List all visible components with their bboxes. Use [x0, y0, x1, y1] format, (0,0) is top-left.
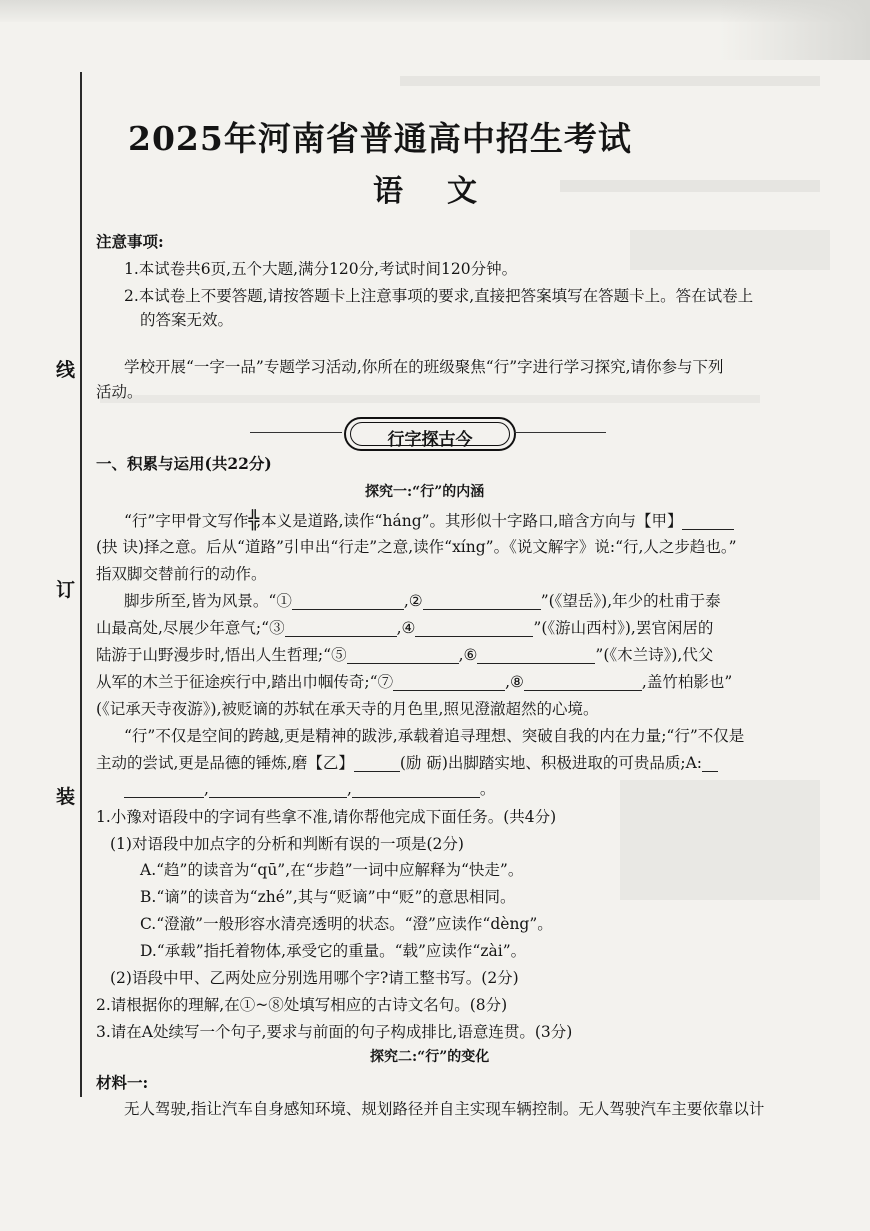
explore-1-heading: 探究一:“行”的内涵: [365, 484, 485, 500]
passage-line: 指双脚交替前行的动作。: [96, 565, 267, 583]
notice-item-1: 1.本试卷共6页,五个大题,满分120分,考试时间120分钟。: [124, 260, 518, 278]
passage-line: 从军的木兰于征途疾行中,踏出巾帼传奇;“⑦ ,⑧ ,盖竹柏影也”: [96, 673, 733, 691]
passage-line: 主动的尝试,更是品德的锤炼,磨【乙】 (励 砺)出脚踏实地、积极进取的可贵品质;A:: [96, 756, 718, 772]
answer-blank-7: [393, 676, 505, 691]
page-corner-shadow: [720, 0, 870, 60]
answer-blank-2: [423, 595, 541, 610]
question-1-1: (1)对语段中加点字的分析和判断有误的一项是(2分): [110, 835, 464, 853]
binding-line: [80, 72, 82, 1097]
bleed-through-text: [630, 230, 830, 270]
answer-blank-3: [285, 622, 397, 637]
option-c: C.“澄澈”一般形容水清亮透明的状态。“澄”应读作“dèng”。: [140, 915, 553, 933]
question-2: 2.请根据你的理解,在①~⑧处填写相应的古诗文名句。(8分): [96, 996, 508, 1014]
answer-blank-8: [524, 676, 642, 691]
explore-2-heading: 探究二:“行”的变化: [370, 1049, 490, 1065]
material-1-text: 无人驾驶,指让汽车自身感知环境、规划路径并自主实现车辆控制。无人驾驶汽车主要依靠以计: [124, 1100, 765, 1118]
question-1-2: (2)语段中甲、乙两处应分别选用哪个字?请工整书写。(2分): [110, 969, 519, 987]
passage-line: 脚步所至,皆为风景。“① ,② ”(《望岳》),年少的杜甫于泰: [124, 592, 721, 610]
answer-blank-a-3: [352, 783, 480, 798]
bleed-through-text: [400, 76, 820, 86]
notice-item-2: 2.本试卷上不要答题,请按答题卡上注意事项的要求,直接把答案填写在答题卡上。答在试卷上: [124, 287, 754, 305]
section-rule-right: [514, 432, 606, 433]
bleed-through-text: [100, 395, 760, 403]
exam-subject: 语文: [373, 174, 521, 209]
question-1: 1.小豫对语段中的字词有些拿不准,请你帮他完成下面任务。(共4分): [96, 808, 557, 826]
passage-line: 山最高处,尽展少年意气;“③ ,④ ”(《游山西村》),罢官闲居的: [96, 619, 714, 637]
answer-blank-a: [702, 757, 718, 772]
answer-blank-yi: [354, 757, 400, 772]
answer-blank-a-2: [209, 783, 347, 798]
oracle-bone-glyph: ╬: [248, 510, 257, 531]
answer-blank-5: [347, 649, 459, 664]
answer-blank-6: [477, 649, 595, 664]
intro-line-2: 活动。: [96, 383, 143, 401]
intro-line-1: 学校开展“一字一品”专题学习活动,你所在的班级聚焦“行”字进行学习探究,请你参与下列: [124, 358, 724, 376]
passage-line: “行”字甲骨文写作╬,本义是道路,读作“háng”。其形似十字路口,暗含方向与【甲】: [124, 512, 734, 530]
section-banner: [344, 417, 516, 451]
passage-line: (抉 诀)择之意。后从“道路”引申出“行走”之意,读作“xíng”。《说文解字》说:“行,人之步趋也。”: [96, 538, 737, 556]
binding-char-ding: 订: [56, 579, 76, 601]
answer-blank-a-1: [124, 783, 204, 798]
passage-line: , , 。: [124, 782, 495, 798]
material-1-label: 材料一:: [96, 1073, 149, 1092]
bleed-through-text: [620, 780, 820, 900]
passage-line: (《记承天寺夜游》),被贬谪的苏轼在承天寺的月色里,照见澄澈超然的心境。: [96, 700, 599, 718]
notice-item-2-cont: 的答案无效。: [140, 311, 234, 329]
notice-heading: 注意事项:: [96, 232, 164, 251]
binding-char-zhuang: 装: [56, 786, 76, 808]
answer-blank-jia: [682, 515, 734, 530]
part-1-heading: 一、积累与运用(共22分): [96, 454, 272, 473]
section-banner-label: 行字探古今: [387, 430, 473, 450]
option-d: D.“承载”指托着物体,承受它的重量。“载”应读作“zài”。: [140, 942, 527, 960]
section-rule-left: [250, 432, 342, 433]
passage-line: 陆游于山野漫步时,悟出人生哲理;“⑤ ,⑥ ”(《木兰诗》),代父: [96, 646, 714, 664]
answer-blank-4: [415, 622, 533, 637]
binding-char-xian: 线: [56, 359, 76, 381]
option-a: A.“趋”的读音为“qū”,在“步趋”一词中应解释为“快走”。: [140, 861, 524, 879]
answer-blank-1: [292, 595, 404, 610]
passage-line: “行”不仅是空间的跨越,更是精神的跋涉,承载着追寻理想、突破自我的内在力量;“行”不仅是: [124, 727, 745, 745]
bleed-through-text: [560, 180, 820, 192]
question-3: 3.请在A处续写一个句子,要求与前面的句子构成排比,语意连贯。(3分): [96, 1023, 573, 1041]
exam-title: 2025年河南省普通高中招生考试: [128, 119, 632, 158]
option-b: B.“谪”的读音为“zhé”,其与“贬谪”中“贬”的意思相同。: [140, 888, 516, 906]
